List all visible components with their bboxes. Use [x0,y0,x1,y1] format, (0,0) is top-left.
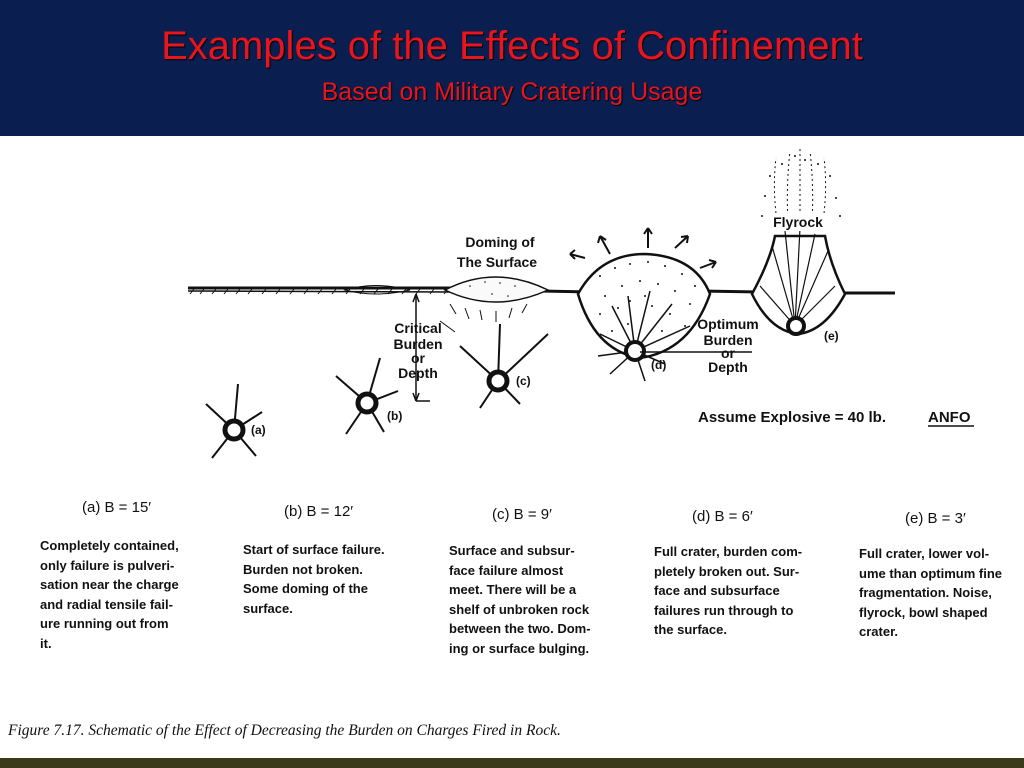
charge-e-label: (e) [824,329,839,343]
optimum-label-1: Optimum [697,316,759,332]
anfo-label: ANFO [928,409,971,426]
slide-subtitle: Based on Military Cratering Usage [321,78,703,106]
case-c-description: Surface and subsur- face failure almost meet. There will be a shelf of unbroken rock between the two. Dom- ing or surface bulging. [449,543,591,656]
case-b-label: (b) B = 12′ [284,503,354,520]
crater-e [752,148,845,334]
charge-d-label: (d) [651,358,667,372]
figure-caption: Figure 7.17. Schematic of the Effect of Decreasing the Burden on Charges Fired in Rock. [8,722,561,739]
critical-label-4: Depth [398,365,438,381]
critical-label-1: Critical [394,320,442,336]
bottom-bar [0,758,1024,768]
doming-label-2: The Surface [456,254,538,270]
slide-header [0,0,1024,136]
case-e-description: Full crater, lower vol- ume than optimum fine fragmentation. Noise, flyrock, bowl shaped crater. [859,546,1002,639]
doming-leader [440,321,455,332]
case-a-description: Completely contained, only failure is pulveri- sation near the charge and radial tensile fail- ure running out from it. [40,538,179,651]
case-d-label: (d) B = 6′ [692,508,753,525]
critical-label-2: Burden [393,336,443,352]
charge-c-label: (c) [516,374,531,388]
charge-a-label: (a) [251,423,266,437]
case-c-label: (c) B = 9′ [492,506,552,523]
crater-d [570,228,716,381]
case-a-label: (a) B = 15′ [82,499,152,516]
charge-c [460,324,548,408]
case-b-description: Start of surface failure. Burden not broken. Some doming of the surface. [243,542,385,616]
charge-a [206,384,262,458]
optimum-label-2: Burden [703,332,753,348]
optimum-label-4: Depth [708,359,748,375]
slide-title: Examples of the Effects of Confinement [161,24,863,68]
doming-lens [445,277,548,322]
case-e-label: (e) B = 3′ [905,510,966,527]
assume-explosive-text: Assume Explosive = 40 lb. [698,409,887,426]
optimum-label-3: or [721,345,735,361]
critical-label-3: or [411,350,425,366]
charge-b-label: (b) [387,409,403,423]
doming-label-1: Doming of [465,234,535,250]
case-d-description: Full crater, burden com- pletely broken out. Sur- face and subsurface failures run through to the surface. [654,544,803,637]
flyrock-label: Flyrock [773,214,823,230]
figure-area [0,136,1024,758]
